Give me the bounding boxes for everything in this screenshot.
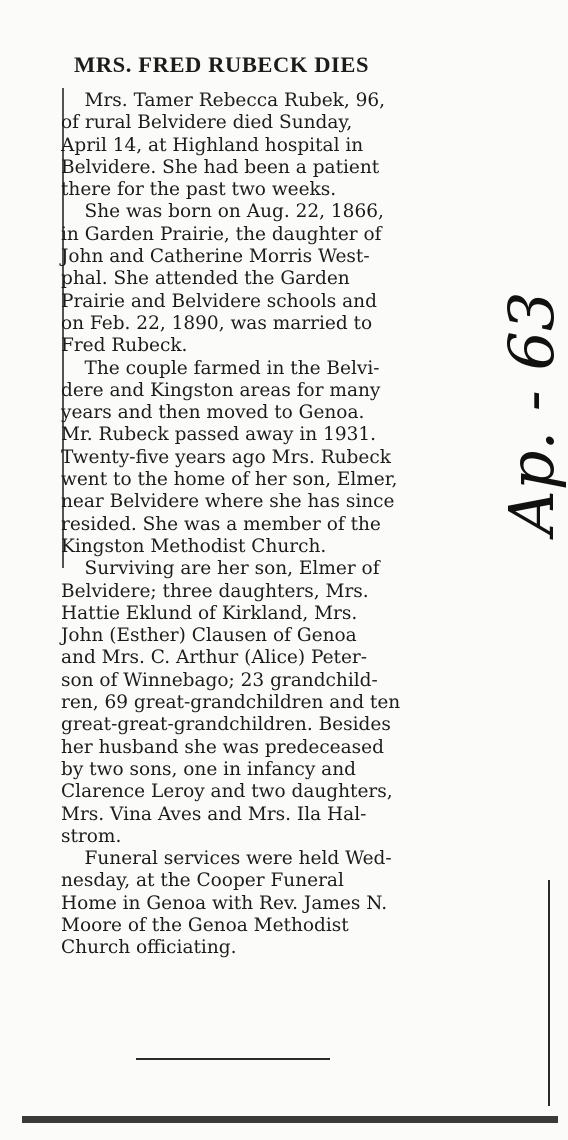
- adjacent-clipping-edge: [548, 880, 558, 1106]
- text-line: Kingston Methodist Church.: [61, 535, 327, 557]
- paragraph-funeral: [61, 848, 461, 959]
- text-line: went to the home of her son, Elmer,: [61, 469, 398, 491]
- paragraph-birth-marriage: [61, 201, 461, 357]
- text-line: She was born on Aug. 22, 1866,: [61, 201, 384, 223]
- text-line: in Garden Prairie, the daughter of: [61, 223, 382, 245]
- handwritten-date-text: Ap. - 63: [495, 291, 568, 535]
- text-line: ren, 69 great-grandchildren and ten: [61, 692, 401, 714]
- text-line: there for the past two weeks.: [61, 179, 337, 201]
- text-line: son of Winnebago; 23 grandchild-: [61, 669, 378, 691]
- text-line: and Mrs. C. Arthur (Alice) Peter-: [61, 647, 368, 669]
- text-line: of rural Belvidere died Sunday,: [61, 112, 353, 134]
- headline: MRS. FRED RUBECK DIES: [74, 52, 370, 77]
- text-line: Belvidere. She had been a patient: [61, 156, 380, 178]
- text-line: great-great-grandchildren. Besides: [61, 714, 391, 736]
- end-of-article-rule: [136, 1058, 330, 1060]
- text-line: Mr. Rubeck passed away in 1931.: [61, 424, 377, 446]
- text-line: Belvidere; three daughters, Mrs.: [61, 580, 369, 602]
- text-line: John and Catherine Morris West-: [61, 246, 370, 268]
- text-line: Twenty-five years ago Mrs. Rubeck: [61, 446, 391, 468]
- paragraph-farming-residence: [61, 358, 461, 559]
- text-line: on Feb. 22, 1890, was married to: [61, 312, 373, 334]
- text-line: Prairie and Belvidere schools and: [61, 290, 377, 312]
- text-line: phal. She attended the Garden: [61, 268, 350, 290]
- text-line: Home in Genoa with Rev. James N.: [61, 892, 388, 914]
- text-line: nesday, at the Cooper Funeral: [61, 870, 344, 892]
- scan-bottom-edge: [22, 1116, 558, 1123]
- text-line: strom.: [61, 825, 122, 847]
- text-line: by two sons, one in infancy and: [61, 758, 356, 780]
- text-line: Mrs. Vina Aves and Mrs. Ila Hal-: [61, 803, 367, 825]
- text-line: her husband she was predeceased: [61, 736, 384, 758]
- obituary-body: [61, 90, 461, 960]
- text-line: Fred Rubeck.: [61, 335, 188, 357]
- text-line: Church officiating.: [61, 937, 237, 959]
- paragraph-survivors: [61, 558, 461, 848]
- text-line: Hattie Eklund of Kirkland, Mrs.: [61, 602, 358, 624]
- paragraph-death-notice: [61, 90, 461, 201]
- text-line: John (Esther) Clausen of Genoa: [61, 625, 357, 647]
- text-line: near Belvidere where she has since: [61, 491, 395, 513]
- text-line: years and then moved to Genoa.: [61, 402, 365, 424]
- text-line: Mrs. Tamer Rebecca Rubek, 96,: [61, 90, 386, 111]
- text-line: The couple farmed in the Belvi-: [61, 357, 380, 379]
- text-line: Moore of the Genoa Methodist: [61, 914, 349, 936]
- text-line: April 14, at Highland hospital in: [61, 134, 364, 156]
- text-line: Funeral services were held Wed-: [61, 848, 392, 870]
- text-line: Clarence Leroy and two daughters,: [61, 781, 393, 803]
- text-line: Surviving are her son, Elmer of: [61, 558, 380, 580]
- text-line: resided. She was a member of the: [61, 513, 381, 535]
- text-line: dere and Kingston areas for many: [61, 379, 381, 401]
